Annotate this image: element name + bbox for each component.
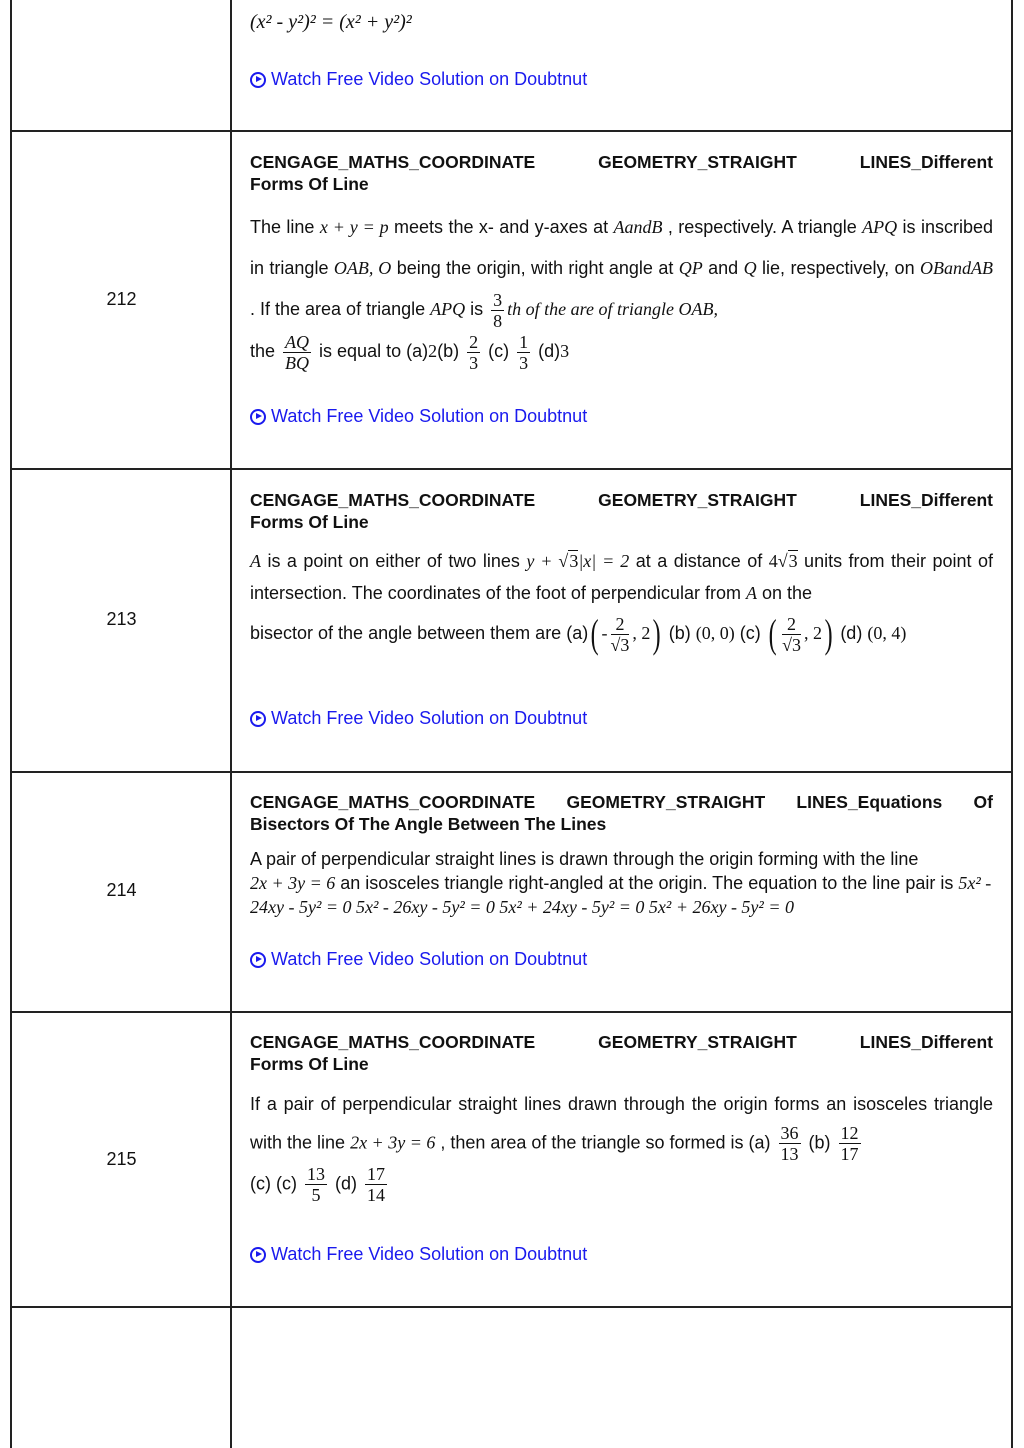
question-cell xyxy=(250,791,993,969)
play-icon xyxy=(250,72,266,88)
video-link[interactable] xyxy=(250,708,587,729)
video-link[interactable] xyxy=(250,406,587,427)
row-divider xyxy=(11,468,1013,470)
row-divider xyxy=(11,130,1013,132)
question-title: CENGAGE_MATHS_COORDINATE GEOMETRY_STRAIGHT LINES_Different Forms Of Line xyxy=(250,490,993,532)
question-cell xyxy=(250,151,993,426)
video-link[interactable] xyxy=(250,69,587,90)
question-cell xyxy=(250,1031,993,1264)
row-number: 213 xyxy=(106,609,137,629)
video-link-label: Watch Free Video Solution on Doubtnut xyxy=(271,69,588,89)
question-text: The line x + y = p meets the x- and y-axes at AandB , respectively. A triangle APQ is inscribed in triangle OAB, O being the origin, with right angle at QP and Q lie, respectively, on OBandAB . If the area of triangle APQ is $\frac{3}{8}$ th of the are of triangle OAB, the $\frac{AQ}{BQ}$ is equal to (a)2(b) $\frac{2}{3}$ (c) $\frac{1}{3}$ (d)3 xyxy=(250,217,993,373)
question-cell xyxy=(250,489,994,728)
table-border-right xyxy=(1011,0,1013,1448)
question-title: CENGAGE_MATHS_COORDINATE GEOMETRY_STRAIGHT LINES_Different Forms Of Line xyxy=(250,1032,993,1074)
question-text: A is a point on either of two lines y + √3|x| = 2 at a distance of 4√3 units from their point of intersection. The coordinates of the foot of perpendicular from A on the bisector of the angle between them are (a)( - $\frac{2}{√3}$ , 2) (b) (0, 0) (c) ( $\frac{2}{√3}$ , 2) (d) (0, 4) xyxy=(250,551,994,657)
row-divider xyxy=(11,771,1013,773)
row-divider xyxy=(11,1011,1013,1013)
question-text: A pair of perpendicular straight lines is drawn through the origin forming with the line 2x + 3y = 6 an isosceles triangle right-angled at the origin. The equation to the line pair is 5x² - 24xy - 5y² = 0 5x² - 26xy - 5y² = 0 5x² + 24xy - 5y² = 0 5x² + 26xy - 5y² = 0 xyxy=(250,849,992,917)
top-formula: (x² - y²)² = (x² + y²)² xyxy=(250,11,412,33)
play-icon xyxy=(250,711,266,727)
table-column-divider xyxy=(230,0,232,1448)
video-link[interactable] xyxy=(250,1244,587,1265)
question-title: CENGAGE_MATHS_COORDINATE GEOMETRY_STRAIGHT LINES_Equations Of Bisectors Of The Angle Between The Lines xyxy=(250,792,993,834)
play-icon xyxy=(250,1247,266,1263)
video-link-label: Watch Free Video Solution on Doubtnut xyxy=(271,1244,588,1264)
row-number: 215 xyxy=(106,1149,137,1169)
video-link-label: Watch Free Video Solution on Doubtnut xyxy=(271,949,588,969)
question-title: CENGAGE_MATHS_COORDINATE GEOMETRY_STRAIGHT LINES_Different Forms Of Line xyxy=(250,152,993,194)
video-link-label: Watch Free Video Solution on Doubtnut xyxy=(271,708,588,728)
video-link[interactable] xyxy=(250,949,587,970)
video-link-label: Watch Free Video Solution on Doubtnut xyxy=(271,406,588,426)
row-number: 214 xyxy=(106,880,137,900)
table-border-left xyxy=(10,0,12,1448)
row-number: 212 xyxy=(106,289,137,309)
question-text: If a pair of perpendicular straight lines drawn through the origin forms an isosceles triangle with the line 2x + 3y = 6 , then area of the triangle so formed is (a) $\frac{36}{13}$ (b) $\frac{12}{17}$ (c) (c) $\frac{13}{5}$ (d) $\frac{17}{14}$ xyxy=(250,1094,993,1205)
play-icon xyxy=(250,409,266,425)
play-icon xyxy=(250,952,266,968)
top-row-cell xyxy=(250,4,993,89)
row-divider xyxy=(11,1306,1013,1308)
